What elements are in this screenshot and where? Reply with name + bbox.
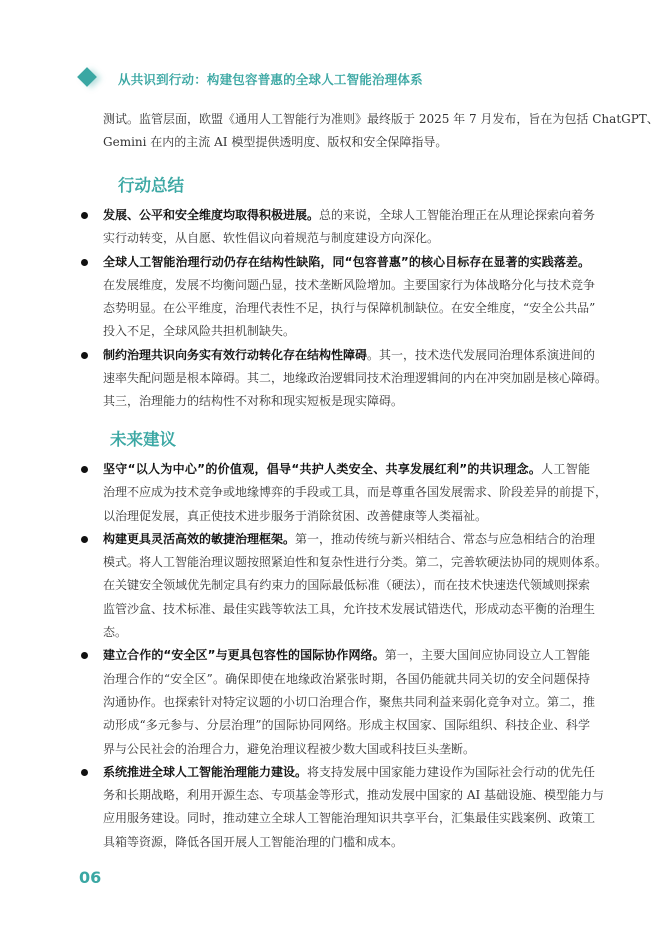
text-line: 具箱等资源，降低各国开展人工智能治理的门槛和成本。	[103, 834, 404, 849]
bullet-dot-icon	[81, 212, 88, 219]
text-line: 测试。监管层面，欧盟《通用人工智能行为准则》最终版于 2025 年 7 月发布，旨在为包括 ChatGPT、	[103, 112, 659, 126]
bullet-dot-icon	[81, 466, 88, 473]
bullet-dot-icon	[81, 652, 88, 659]
text-line: 态势明显。在公平维度，治理代表性不足，执行与保障机制缺位。在安全维度，“安全公共品”	[103, 301, 596, 316]
running-header-title: 从共识到行动：构建包容普惠的全球人工智能治理体系	[118, 72, 423, 87]
bullet-text: 人工智能	[541, 462, 590, 476]
bullet-text: 第一，推动传统与新兴相结合、常态与应急相结合的治理	[295, 531, 596, 546]
bullet-item	[103, 761, 605, 854]
text-line: Gemini 在内的主流 AI 模型提供透明度、版权和安全保障指导。	[103, 135, 448, 150]
section-heading-action-summary: 行动总结	[118, 176, 184, 195]
intro-paragraph	[103, 108, 659, 155]
text-line: 在关键安全领域优先制定具有约束力的国际最低标准（硬法），而在技术快速迭代领域则探索	[103, 578, 590, 593]
text-line: 模式。将人工智能治理议题按照紧迫性和复杂性进行分类。第二，完善软硬法协同的规则体系。	[103, 555, 608, 570]
text-line	[103, 528, 596, 551]
text-line	[103, 251, 590, 274]
text-line: 以治理促发展，真正使技术进步服务于消除贫困、改善健康等人类福祉。	[103, 508, 488, 523]
bullet-item	[103, 458, 608, 528]
text-line: 治理合作的“安全区”。确保即使在地缘政治紧张时期，各国仍能就共同关切的安全问题保持	[103, 671, 590, 686]
text-line: 速率失配问题是根本障碍。其二，地缘政治逻辑同技术治理逻辑间的内在冲突加剧是核心障碍。	[103, 371, 608, 386]
future-recommendations-list	[103, 458, 608, 854]
page-number: 06	[79, 868, 102, 887]
bullet-text: 。其一，技术迭代发展同治理体系演进间的	[367, 347, 596, 362]
bullet-lead-bold: 系统推进全球人工智能治理能力建设。	[103, 764, 308, 779]
bullet-lead-bold: 坚守“以人为中心”的价值观，倡导“共护人类安全、共享发展红利”的共识理念。	[103, 462, 542, 476]
text-line: 在发展维度，发展不均衡问题凸显，技术垄断风险增加。主要国家行为体战略分化与技术竞争	[103, 277, 596, 292]
bullet-text: 将支持发展中国家能力建设作为国际社会行动的优先任	[307, 764, 596, 779]
bullet-item	[103, 204, 596, 251]
text-line	[103, 644, 590, 667]
bullet-text: 总的来说，全球人工智能治理正在从理论探索向着务	[319, 208, 596, 222]
section-heading-future-recommendations: 未来建议	[110, 430, 176, 449]
header-diamond-icon	[77, 67, 97, 87]
text-line: 投入不足，全球风险共担机制缺失。	[103, 324, 296, 339]
action-summary-list	[103, 204, 608, 414]
text-line: 务和长期战略，利用开源生态、专项基金等形式，推动发展中国家的 AI 基础设施、模型能力与	[103, 788, 605, 803]
bullet-item	[103, 251, 596, 344]
text-line: 沟通协作。也探索针对特定议题的小切口治理合作，聚焦共同利益来弱化竞争对立。第二，推	[103, 694, 596, 709]
bullet-lead-bold: 发展、公平和安全维度均取得积极进展。	[103, 208, 320, 222]
bullet-dot-icon	[81, 769, 88, 776]
text-line: 态。	[103, 625, 128, 640]
text-line: 治理不应成为技术竞争或地缘博弈的手段或工具，而是尊重各国发展需求、阶段差异的前提下，	[103, 485, 608, 500]
bullet-text: 第一，主要大国间应协同设立人工智能	[384, 648, 590, 663]
text-line: 其三，治理能力的结构性不对称和现实短板是现实障碍。	[103, 394, 404, 409]
text-line	[103, 344, 596, 367]
bullet-item	[103, 528, 608, 644]
bullet-item	[103, 644, 596, 760]
bullet-dot-icon	[81, 536, 88, 543]
text-line	[103, 761, 596, 784]
text-line: 实行动转变，从自愿、软性倡议向着规范与制度建设方向深化。	[103, 231, 440, 246]
bullet-dot-icon	[81, 259, 88, 266]
text-line: 监管沙盒、技术标准、最佳实践等软法工具，允许技术发展试错迭代，形成动态平衡的治理生	[103, 601, 596, 616]
bullet-item	[103, 344, 608, 414]
bullet-lead-bold: 构建更具灵活高效的敏捷治理框架。	[103, 531, 296, 546]
bullet-dot-icon	[81, 352, 88, 359]
bullet-lead-bold: 建立合作的“安全区”与更具包容性的国际协作网络。	[103, 648, 385, 663]
text-line	[103, 204, 596, 227]
text-line: 动形成“多元参与、分层治理”的国际协同网络。形成主权国家、国际组织、科技企业、科学	[103, 718, 590, 733]
text-line	[103, 458, 590, 481]
bullet-lead-bold: 制约治理共识向务实有效行动转化存在结构性障碍	[103, 347, 368, 362]
text-line: 界与公民社会的治理合力，避免治理议程被少数大国或科技巨头垄断。	[103, 741, 476, 756]
bullet-lead-bold: 全球人工智能治理行动仍存在结构性缺陷，同“包容普惠”的核心目标存在显著的实践落差。	[103, 254, 590, 269]
text-line: 应用服务建设。同时，推动建立全球人工智能治理知识共享平台，汇集最佳实践案例、政策工	[103, 811, 596, 826]
